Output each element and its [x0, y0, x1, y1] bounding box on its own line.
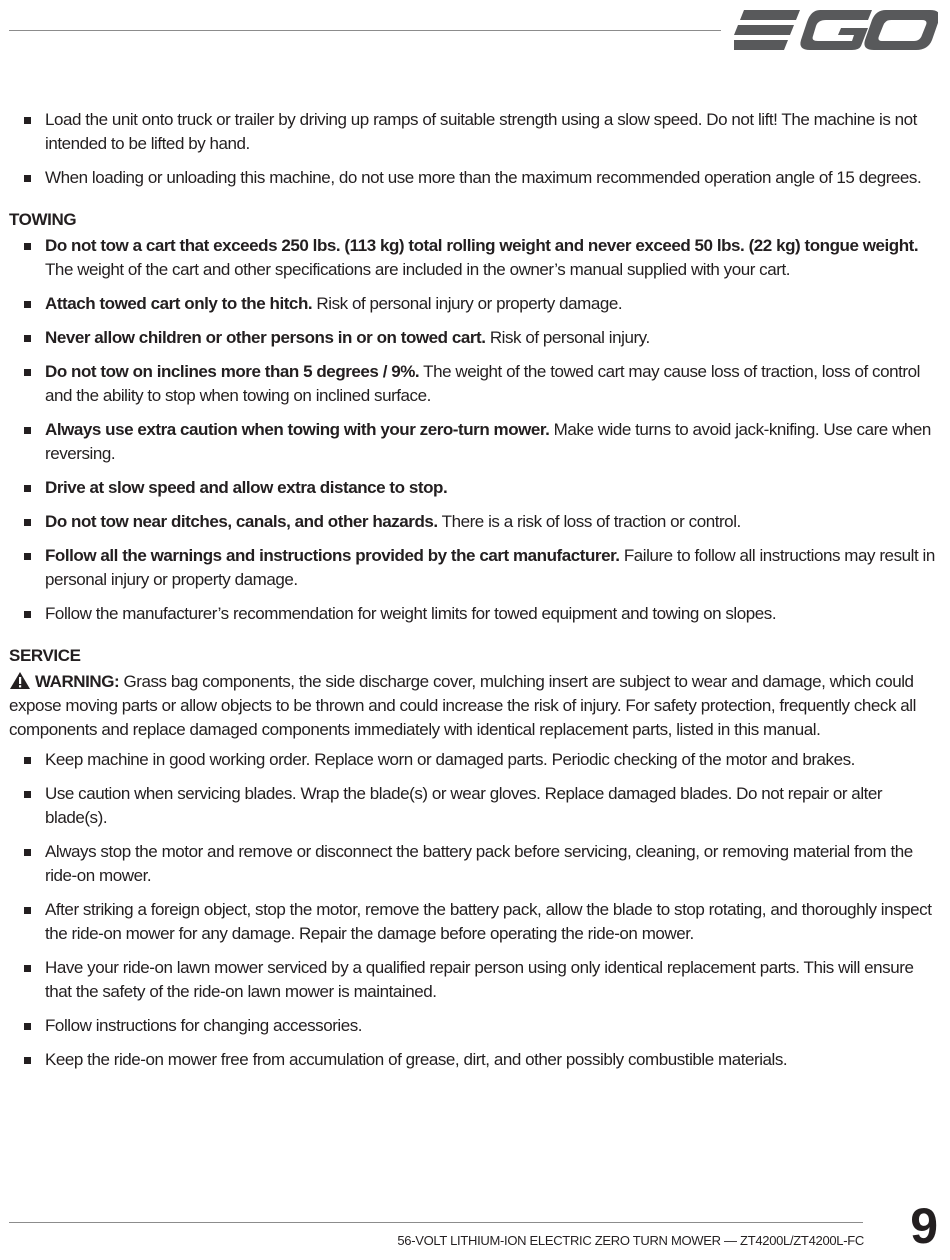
list-item-text: Keep the ride-on mower free from accumulation of grease, dirt, and other possibly combustible materials.	[45, 1050, 788, 1069]
service-warning	[9, 670, 939, 742]
list-item-text: There is a risk of loss of traction or control.	[437, 512, 741, 531]
list-item-bold-text: Attach towed cart only to the hitch.	[45, 294, 313, 313]
towing-heading: TOWING	[9, 210, 77, 229]
list-item-text: After striking a foreign object, stop the motor, remove the battery pack, allow the blade to stop rotating, and thoroughly inspect the ride-on mower for any damage. Repair the damage before operating the ride-on mower.	[45, 900, 932, 943]
footer-product-line: 56-VOLT LITHIUM-ION ELECTRIC ZERO TURN MOWER — ZT4200L/ZT4200L-FC	[397, 1233, 864, 1248]
list-item	[9, 898, 939, 946]
list-item-bold-text: Do not tow on inclines more than 5 degrees / 9%.	[45, 362, 420, 381]
list-item	[9, 418, 939, 466]
list-item-text: Always stop the motor and remove or disconnect the battery pack before servicing, cleaning, or removing material from the ride-on mower.	[45, 842, 913, 885]
list-item-bold-text: Drive at slow speed and allow extra distance to stop.	[45, 478, 448, 497]
page-content	[9, 108, 939, 1082]
list-item-text: Keep machine in good working order. Replace worn or damaged parts. Periodic checking of the motor and brakes.	[45, 750, 855, 769]
list-item	[9, 476, 939, 500]
list-item	[9, 108, 939, 156]
list-item	[9, 1014, 939, 1038]
list-item	[9, 840, 939, 888]
list-item	[9, 782, 939, 830]
page-number: 9	[910, 1198, 938, 1254]
service-list	[9, 748, 939, 1072]
list-item-text: The weight of the cart and other specifications are included in the owner’s manual supplied with your cart.	[45, 260, 790, 279]
list-item	[9, 956, 939, 1004]
list-item-text: Failure to follow all instructions may result in personal injury or property damage.	[45, 546, 935, 589]
warning-label: WARNING:	[35, 672, 120, 691]
list-item	[9, 360, 939, 408]
list-item	[9, 1048, 939, 1072]
list-item	[9, 748, 939, 772]
list-item-bold-text: Always use extra caution when towing with your zero-turn mower.	[45, 420, 550, 439]
list-item-text: Risk of personal injury.	[485, 328, 650, 347]
list-item	[9, 326, 939, 350]
warning-triangle-icon	[9, 671, 31, 690]
list-item-text: Risk of personal injury or property damage.	[312, 294, 623, 313]
list-item	[9, 166, 939, 190]
header-rule	[9, 30, 721, 31]
list-item-bold-text: Follow all the warnings and instructions provided by the cart manufacturer.	[45, 546, 620, 565]
list-item-text: Load the unit onto truck or trailer by driving up ramps of suitable strength using a slow speed. Do not lift! The machine is not intended to be lifted by hand.	[45, 110, 917, 153]
warning-text: Grass bag components, the side discharge cover, mulching insert are subject to wear and damage, which could expose moving parts or allow objects to be thrown and could increase the risk of injury. For safety protection, frequently check all components and replace damaged components immediately with identical replacement parts, listed in this manual.	[9, 672, 916, 739]
transport-list	[9, 108, 939, 190]
service-heading: SERVICE	[9, 646, 81, 665]
list-item	[9, 602, 939, 626]
list-item-text: Follow instructions for changing accessories.	[45, 1016, 363, 1035]
list-item-text: Follow the manufacturer’s recommendation for weight limits for towed equipment and towing on slopes.	[45, 604, 777, 623]
ego-logo	[734, 6, 938, 54]
towing-list	[9, 234, 939, 626]
list-item	[9, 544, 939, 592]
list-item-bold-text: Do not tow a cart that exceeds 250 lbs. (113 kg) total rolling weight and never exceed 50 lbs. (22 kg) tongue weight.	[45, 236, 919, 255]
list-item	[9, 510, 939, 534]
list-item	[9, 234, 939, 282]
list-item-text: Make wide turns to avoid jack-knifing. Use care when reversing.	[45, 420, 931, 463]
list-item-text: Use caution when servicing blades. Wrap the blade(s) or wear gloves. Replace damaged blades. Do not repair or alter blade(s).	[45, 784, 883, 827]
list-item-bold-text: Do not tow near ditches, canals, and other hazards.	[45, 512, 438, 531]
list-item	[9, 292, 939, 316]
footer-rule	[9, 1222, 863, 1223]
list-item-text: The weight of the towed cart may cause loss of traction, loss of control and the ability to stop when towing on inclined surface.	[45, 362, 920, 405]
list-item-bold-text: Never allow children or other persons in or on towed cart.	[45, 328, 486, 347]
list-item-text: When loading or unloading this machine, do not use more than the maximum recommended operation angle of 15 degrees.	[45, 168, 922, 187]
list-item-text: Have your ride-on lawn mower serviced by a qualified repair person using only identical replacement parts. This will ensure that the safety of the ride-on lawn mower is maintained.	[45, 958, 914, 1001]
